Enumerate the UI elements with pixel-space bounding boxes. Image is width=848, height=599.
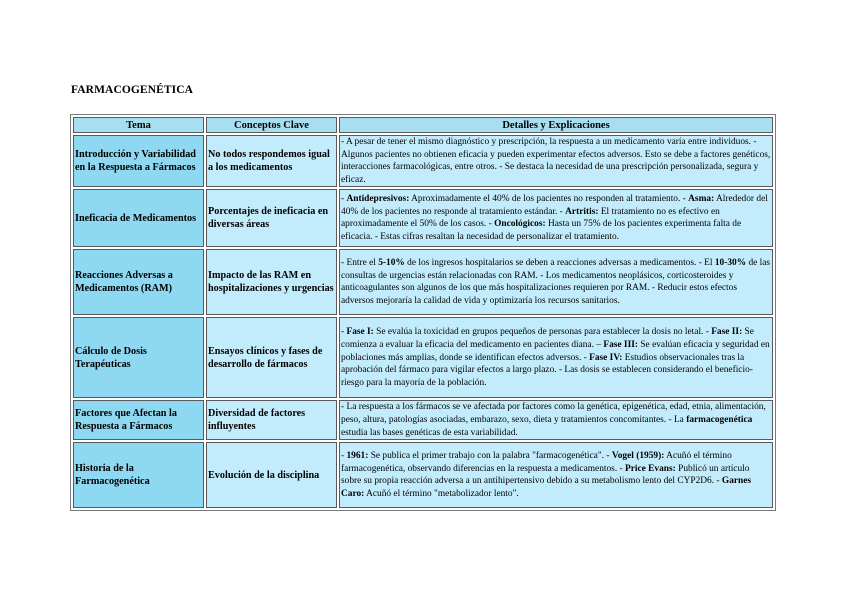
detail-bold-term: Fase II: <box>711 327 743 338</box>
detail-text: Estudios observacionales tras la aprobación del fármaco para vigilar efectos a largo plazo. - Las dosis se establecen considerando el beneficio-riesgo para la mayoría de la población. <box>341 352 753 388</box>
cell-concepto: Porcentajes de ineficacia en diversas áreas <box>206 189 337 247</box>
cell-tema: Historia de la Farmacogenética <box>73 442 204 508</box>
cell-concepto: No todos respondemos igual a los medicamentos <box>206 135 337 187</box>
detail-text: Acuñó el término farmacogenética, observando diferencias en la respuesta a medicamentos. - <box>341 451 732 474</box>
detail-bold-term: 1961: <box>346 451 369 462</box>
cell-concepto: Ensayos clínicos y fases de desarrollo de fármacos <box>206 317 337 398</box>
detail-bold-term: Antidepresivos: <box>346 194 410 205</box>
detail-text: - <box>341 327 347 338</box>
table-row <box>73 317 773 398</box>
detail-bold-term: Artritis: <box>565 206 599 217</box>
table-row <box>73 249 773 315</box>
cell-detalles <box>339 442 773 508</box>
detail-text: Se evalúa la toxicidad en grupos pequeños de personas para establecer la dosis no letal. - <box>373 327 712 338</box>
detail-text: Aproximadamente el 40% de los pacientes no responden al tratamiento. - <box>409 194 689 205</box>
cell-tema: Factores que Afectan la Respuesta a Fármacos <box>73 400 204 440</box>
detail-bold-term: Fase I: <box>346 327 374 338</box>
detail-text: - Entre el <box>341 258 379 269</box>
detail-text: El tratamiento no es efectivo en aproximadamente el 50% de los casos. - <box>341 206 720 230</box>
cell-detalles <box>339 317 773 398</box>
detail-text: de los ingresos hospitalarios se deben a reacciones adversas a medicamentos. - El <box>404 258 715 269</box>
detail-bold-term: Garnes Caro: <box>341 476 752 499</box>
detail-text: de las consultas de urgencias están relacionadas con RAM. - Los medicamentos neoplásicos, corticosteroides y anticoagulantes son algunos de los que más hospitalizaciones requieren por RAM. - Reducir estos efectos adversos mejoraría la calidad de vida y optimizaría los recursos sanitarios. <box>341 258 771 306</box>
table-header-row <box>73 117 773 133</box>
cell-detalles <box>339 189 773 247</box>
detail-bold-term: Price Evans: <box>624 463 676 474</box>
cell-tema: Reacciones Adversas a Medicamentos (RAM) <box>73 249 204 315</box>
cell-concepto: Evolución de la disciplina <box>206 442 337 508</box>
header-detalles: Detalles y Explicaciones <box>339 117 773 133</box>
cell-detalles <box>339 400 773 440</box>
detail-text: Se evalúan eficacia y seguridad en poblaciones más amplias, donde se identifican efectos adversos. - <box>341 339 770 363</box>
header-conceptos-clave: Conceptos Clave <box>206 117 337 133</box>
cell-detalles <box>339 135 773 187</box>
detail-text: - <box>341 451 347 462</box>
detail-bold-term: 5-10% <box>378 258 405 269</box>
detail-text: - La respuesta a los fármacos se ve afectada por factores como la genética, epigenética, edad, etnia, alimentación, peso, altura, patologías asociadas, embarazo, sexo, dieta y tratamientos concomitantes. - La <box>341 402 766 426</box>
table-row <box>73 189 773 247</box>
cell-detalles <box>339 249 773 315</box>
farmacogenetica-table <box>70 114 776 511</box>
detail-bold-term: Oncológicos: <box>494 219 546 230</box>
detail-bold-term: 10-30% <box>714 258 747 269</box>
detail-text: estudia las bases genéticas de esta variabilidad. <box>341 427 518 438</box>
cell-tema: Introducción y Variabilidad en la Respuesta a Fármacos <box>73 135 204 187</box>
cell-concepto: Diversidad de factores influyentes <box>206 400 337 440</box>
detail-text: Se publica el primer trabajo con la palabra "farmacogenética". - <box>368 451 612 462</box>
detail-text: Acuñó el término "metabolizador lento". <box>364 488 519 499</box>
detail-bold-term: Fase III: <box>603 339 638 350</box>
cell-tema: Cálculo de Dosis Terapéuticas <box>73 317 204 398</box>
table-row <box>73 135 773 187</box>
detail-text: Publicó un artículo sobre su propia reacción adversa a un antihipertensivo debido a su metabolismo lento del CYP2D6. - <box>341 463 750 487</box>
table-row <box>73 400 773 440</box>
detail-bold-term: Asma: <box>688 194 715 205</box>
table-row <box>73 442 773 508</box>
document-title: FARMACOGENÉTICA <box>71 84 194 96</box>
detail-bold-term: Fase IV: <box>589 352 623 363</box>
cell-tema: Ineficacia de Medicamentos <box>73 189 204 247</box>
detail-bold-term: Vogel (1959): <box>611 451 665 462</box>
header-tema: Tema <box>73 117 204 133</box>
detail-text: - A pesar de tener el mismo diagnóstico y prescripción, la respuesta a un medicamento varía entre individuos. - Algunos pacientes no obtienen eficacia y pueden experimentar efectos adversos. Esto se debe a factores genéticos, interacciones farmacológicas, entre otros. - Se destaca la necesidad de una prescripción personalizada, segura y eficaz. <box>341 137 771 185</box>
detail-bold-term: farmacogenética <box>686 415 753 426</box>
detail-text: Hasta un 75% de los pacientes experimenta falta de eficacia. - Estas cifras resaltan la necesidad de personalizar el tratamiento. <box>341 219 742 242</box>
cell-concepto: Impacto de las RAM en hospitalizaciones y urgencias <box>206 249 337 315</box>
detail-text: Se comienza a evaluar la eficacia del medicamento en pacientes diana. – <box>341 327 754 350</box>
detail-text: Alrededor del 40% de los pacientes no responde al tratamiento estándar. - <box>341 194 768 217</box>
detail-text: - <box>341 194 347 205</box>
